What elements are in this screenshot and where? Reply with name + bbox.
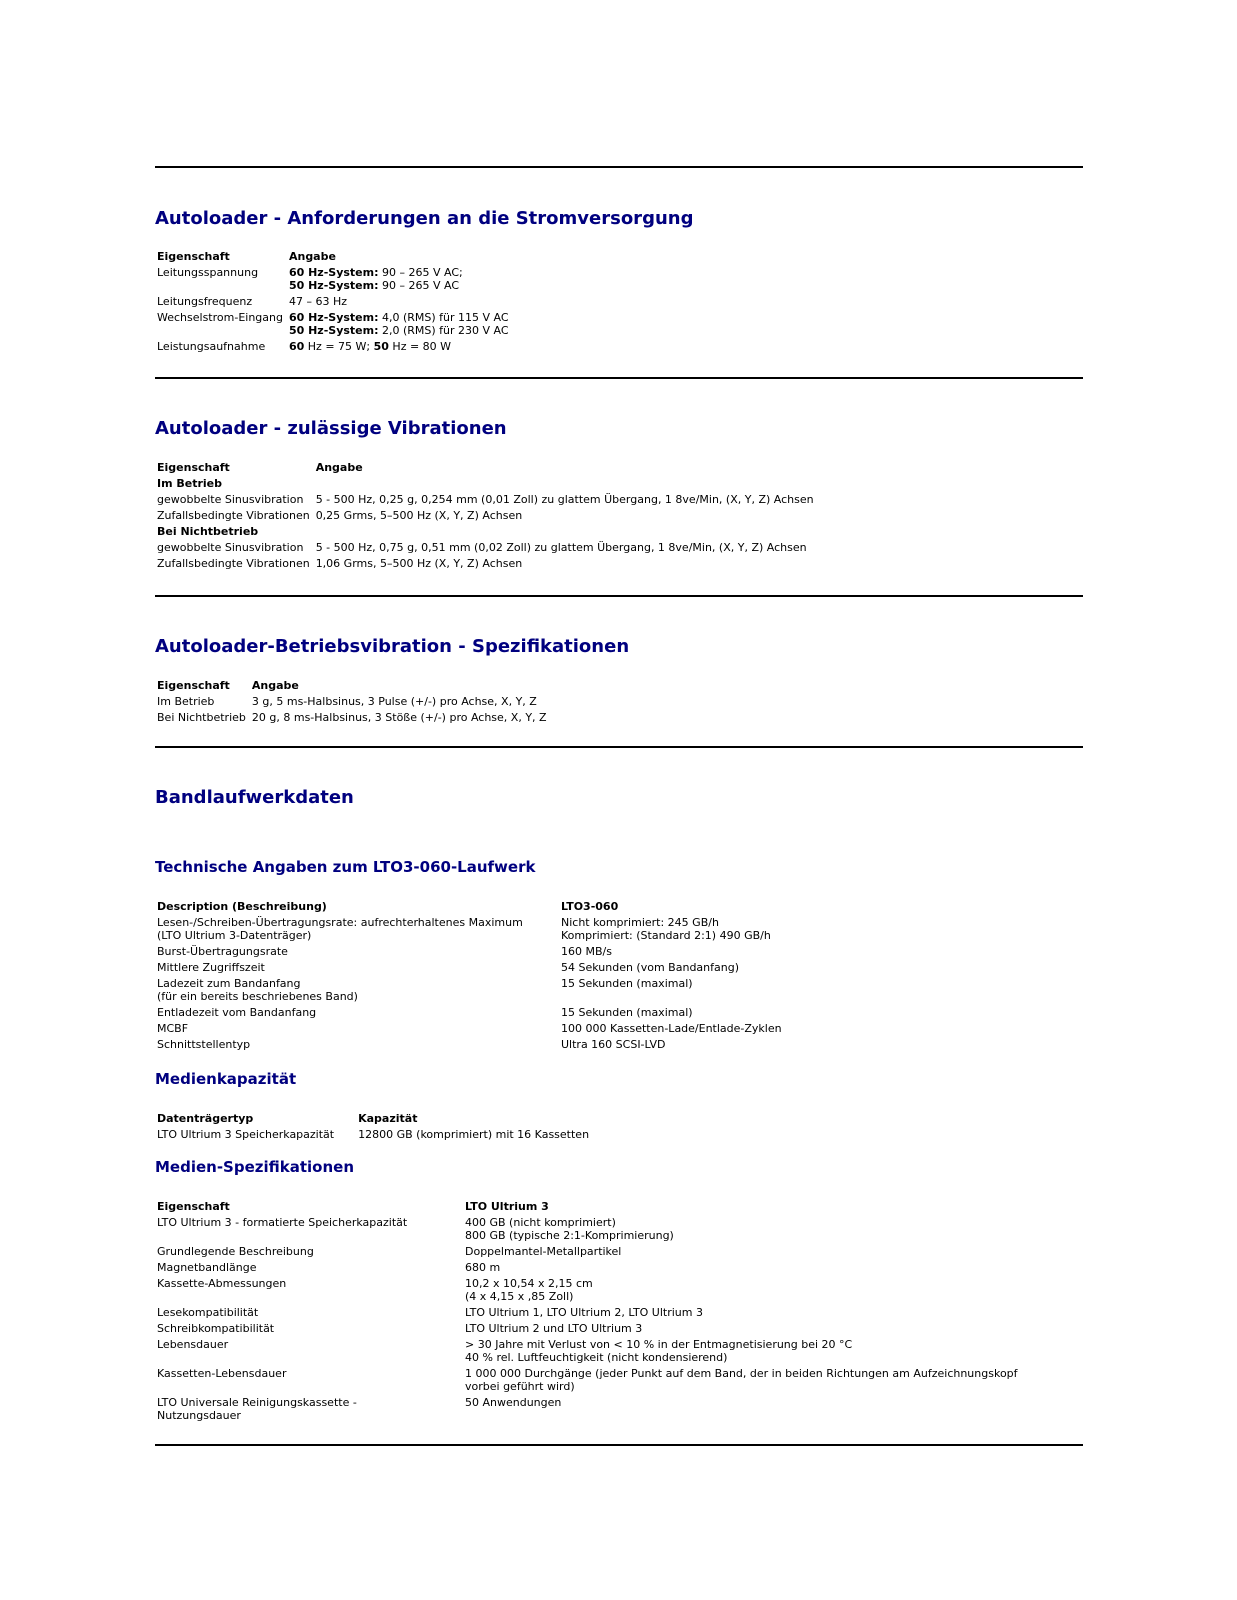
- table-row: [155, 916, 786, 945]
- row-label: LTO Universale Reinigungskassette - Nutzungsdauer: [157, 1396, 357, 1422]
- row-label: Entladezeit vom Bandanfang: [157, 1006, 317, 1019]
- table-header: Eigenschaft: [157, 250, 230, 263]
- row-label: Zufallsbedingte Vibrationen: [157, 557, 310, 570]
- row-value: 1,06 Grms, 5–500 Hz (X, Y, Z) Achsen: [315, 557, 523, 570]
- row-value: 15 Sekunden (maximal): [561, 977, 693, 990]
- row-label: Schreibkompatibilität: [157, 1322, 275, 1335]
- row-value: 47 – 63 Hz: [288, 295, 347, 308]
- row-value: 12800 GB (komprimiert) mit 16 Kassetten: [358, 1128, 590, 1141]
- divider: [155, 746, 1083, 748]
- row-label: Leitungsfrequenz: [157, 295, 253, 308]
- table-row: [155, 266, 513, 295]
- row-value: 54 Sekunden (vom Bandanfang): [561, 961, 739, 974]
- row-value: Doppelmantel-Metallpartikel: [465, 1245, 622, 1258]
- table-row: [155, 493, 818, 509]
- divider: [155, 377, 1083, 379]
- row-value: Ultra 160 SCSI-LVD: [561, 1038, 666, 1051]
- row-value: 20 g, 8 ms-Halbsinus, 3 Stöße (+/-) pro Achse, X, Y, Z: [251, 711, 547, 724]
- row-value: 50 Anwendungen: [465, 1396, 562, 1409]
- row-label: Lesekompatibilität: [157, 1306, 259, 1319]
- table-header: Kapazität: [358, 1112, 418, 1125]
- table-header: Datenträgertyp: [157, 1112, 254, 1125]
- table-row: [155, 509, 818, 525]
- section-title-shock: Autoloader-Betriebsvibration - Spezifikationen: [155, 636, 630, 657]
- table-row: [155, 961, 786, 977]
- row-value: 400 GB (nicht komprimiert) 800 GB (typische 2:1-Komprimierung): [465, 1216, 674, 1242]
- row-value: 60 Hz-System: 4,0 (RMS) für 115 V AC 50 Hz-System: 2,0 (RMS) für 230 V AC: [288, 311, 509, 337]
- section-title-vibration: Autoloader - zulässige Vibrationen: [155, 418, 507, 439]
- row-label: Burst-Übertragungsrate: [157, 945, 288, 958]
- media-table: [155, 1200, 1022, 1425]
- divider: [155, 1444, 1083, 1446]
- table-row: [155, 1128, 593, 1144]
- row-value: LTO Ultrium 1, LTO Ultrium 2, LTO Ultrium 3: [465, 1306, 703, 1319]
- row-label: Lesen-/Schreiben-Übertragungsrate: aufrechterhaltenes Maximum (LTO Ultrium 3-Datenträger): [157, 916, 523, 942]
- row-value: 60 Hz = 75 W; 50 Hz = 80 W: [288, 340, 452, 353]
- table-row: [155, 977, 786, 1006]
- row-value: LTO Ultrium 2 und LTO Ultrium 3: [465, 1322, 643, 1335]
- row-label: Mittlere Zugriffszeit: [157, 961, 265, 974]
- capacity-table: [155, 1112, 593, 1144]
- table-row: [155, 1038, 786, 1054]
- row-label: LTO Ultrium 3 Speicherkapazität: [157, 1128, 335, 1141]
- row-value: 100 000 Kassetten-Lade/Entlade-Zyklen: [561, 1022, 782, 1035]
- table-header: Eigenschaft: [157, 679, 230, 692]
- table-header: LTO3-060: [561, 900, 619, 913]
- table-row: [155, 1261, 1022, 1277]
- row-label: Ladezeit zum Bandanfang (für ein bereits beschriebenes Band): [157, 977, 358, 1003]
- row-value: 3 g, 5 ms-Halbsinus, 3 Pulse (+/-) pro Achse, X, Y, Z: [251, 695, 537, 708]
- table-header: Angabe: [315, 461, 363, 474]
- row-label: LTO Ultrium 3 - formatierte Speicherkapazität: [157, 1216, 408, 1229]
- section-title-tape: Bandlaufwerkdaten: [155, 787, 354, 808]
- section-title-power: Autoloader - Anforderungen an die Stromversorgung: [155, 208, 694, 229]
- table-row: [155, 945, 786, 961]
- table-row: [155, 557, 818, 573]
- table-row: [155, 340, 513, 356]
- table-row: [155, 541, 818, 557]
- row-label: Zufallsbedingte Vibrationen: [157, 509, 310, 522]
- row-label: Magnetbandlänge: [157, 1261, 257, 1274]
- divider: [155, 595, 1083, 597]
- row-value: 0,25 Grms, 5–500 Hz (X, Y, Z) Achsen: [315, 509, 523, 522]
- row-label: Wechselstrom-Eingang: [157, 311, 283, 324]
- row-value: 15 Sekunden (maximal): [561, 1006, 693, 1019]
- shock-table: [155, 679, 551, 727]
- row-label: Im Betrieb: [157, 695, 215, 708]
- row-label: Kassetten-Lebensdauer: [157, 1367, 287, 1380]
- table-header: Description (Beschreibung): [157, 900, 327, 913]
- table-row: [155, 1396, 1022, 1425]
- row-value: 5 - 500 Hz, 0,75 g, 0,51 mm (0,02 Zoll) zu glattem Übergang, 1 8ve/Min, (X, Y, Z) Achsen: [315, 541, 807, 554]
- table-row: [155, 711, 551, 727]
- row-value: 5 - 500 Hz, 0,25 g, 0,254 mm (0,01 Zoll) zu glattem Übergang, 1 8ve/Min, (X, Y, Z) Achsen: [315, 493, 814, 506]
- divider: [155, 166, 1083, 168]
- row-label: Leistungsaufnahme: [157, 340, 266, 353]
- row-label: Bei Nichtbetrieb: [157, 711, 246, 724]
- table-row: [155, 1006, 786, 1022]
- row-value: Nicht komprimiert: 245 GB/h Komprimiert: (Standard 2:1) 490 GB/h: [561, 916, 771, 942]
- row-label: Kassette-Abmessungen: [157, 1277, 287, 1290]
- row-value: 10,2 x 10,54 x 2,15 cm (4 x 4,15 x ,85 Zoll): [465, 1277, 593, 1303]
- table-header: Angabe: [288, 250, 336, 263]
- table-header: Eigenschaft: [157, 1200, 230, 1213]
- drive-table: [155, 900, 786, 1054]
- table-row: [155, 1322, 1022, 1338]
- table-row: [155, 695, 551, 711]
- row-label: Grundlegende Beschreibung: [157, 1245, 314, 1258]
- row-value: 1 000 000 Durchgänge (jeder Punkt auf dem Band, der in beiden Richtungen am Aufzeichnungskopf vorbei geführt wird): [465, 1367, 1018, 1393]
- subsection-title-capacity: Medienkapazität: [155, 1070, 297, 1088]
- subsection-title-media: Medien-Spezifikationen: [155, 1158, 355, 1176]
- table-header: Angabe: [251, 679, 299, 692]
- table-header: LTO Ultrium 3: [465, 1200, 549, 1213]
- row-value: 160 MB/s: [561, 945, 612, 958]
- table-row: [155, 1277, 1022, 1306]
- group-label: Im Betrieb: [157, 477, 223, 490]
- table-row: [155, 1245, 1022, 1261]
- group-label: Bei Nichtbetrieb: [157, 525, 259, 538]
- row-value: 680 m: [465, 1261, 501, 1274]
- table-row: [155, 311, 513, 340]
- table-row: [155, 295, 513, 311]
- table-row: [155, 1338, 1022, 1367]
- table-row: [155, 1306, 1022, 1322]
- subsection-title-drive: Technische Angaben zum LTO3-060-Laufwerk: [155, 858, 536, 876]
- table-row: [155, 1216, 1022, 1245]
- row-label: MCBF: [157, 1022, 189, 1035]
- table-row: [155, 1022, 786, 1038]
- table-header: Eigenschaft: [157, 461, 230, 474]
- row-value: > 30 Jahre mit Verlust von < 10 % in der Entmagnetisierung bei 20 °C 40 % rel. Luftfeuchtigkeit (nicht kondensierend): [465, 1338, 853, 1364]
- row-label: gewobbelte Sinusvibration: [157, 493, 304, 506]
- row-label: Schnittstellentyp: [157, 1038, 251, 1051]
- row-value: 60 Hz-System: 90 – 265 V AC; 50 Hz-System: 90 – 265 V AC: [288, 266, 463, 292]
- row-label: Leitungsspannung: [157, 266, 259, 279]
- row-label: gewobbelte Sinusvibration: [157, 541, 304, 554]
- row-label: Lebensdauer: [157, 1338, 229, 1351]
- power-table: [155, 250, 513, 356]
- vibration-table: [155, 461, 818, 573]
- table-row: [155, 1367, 1022, 1396]
